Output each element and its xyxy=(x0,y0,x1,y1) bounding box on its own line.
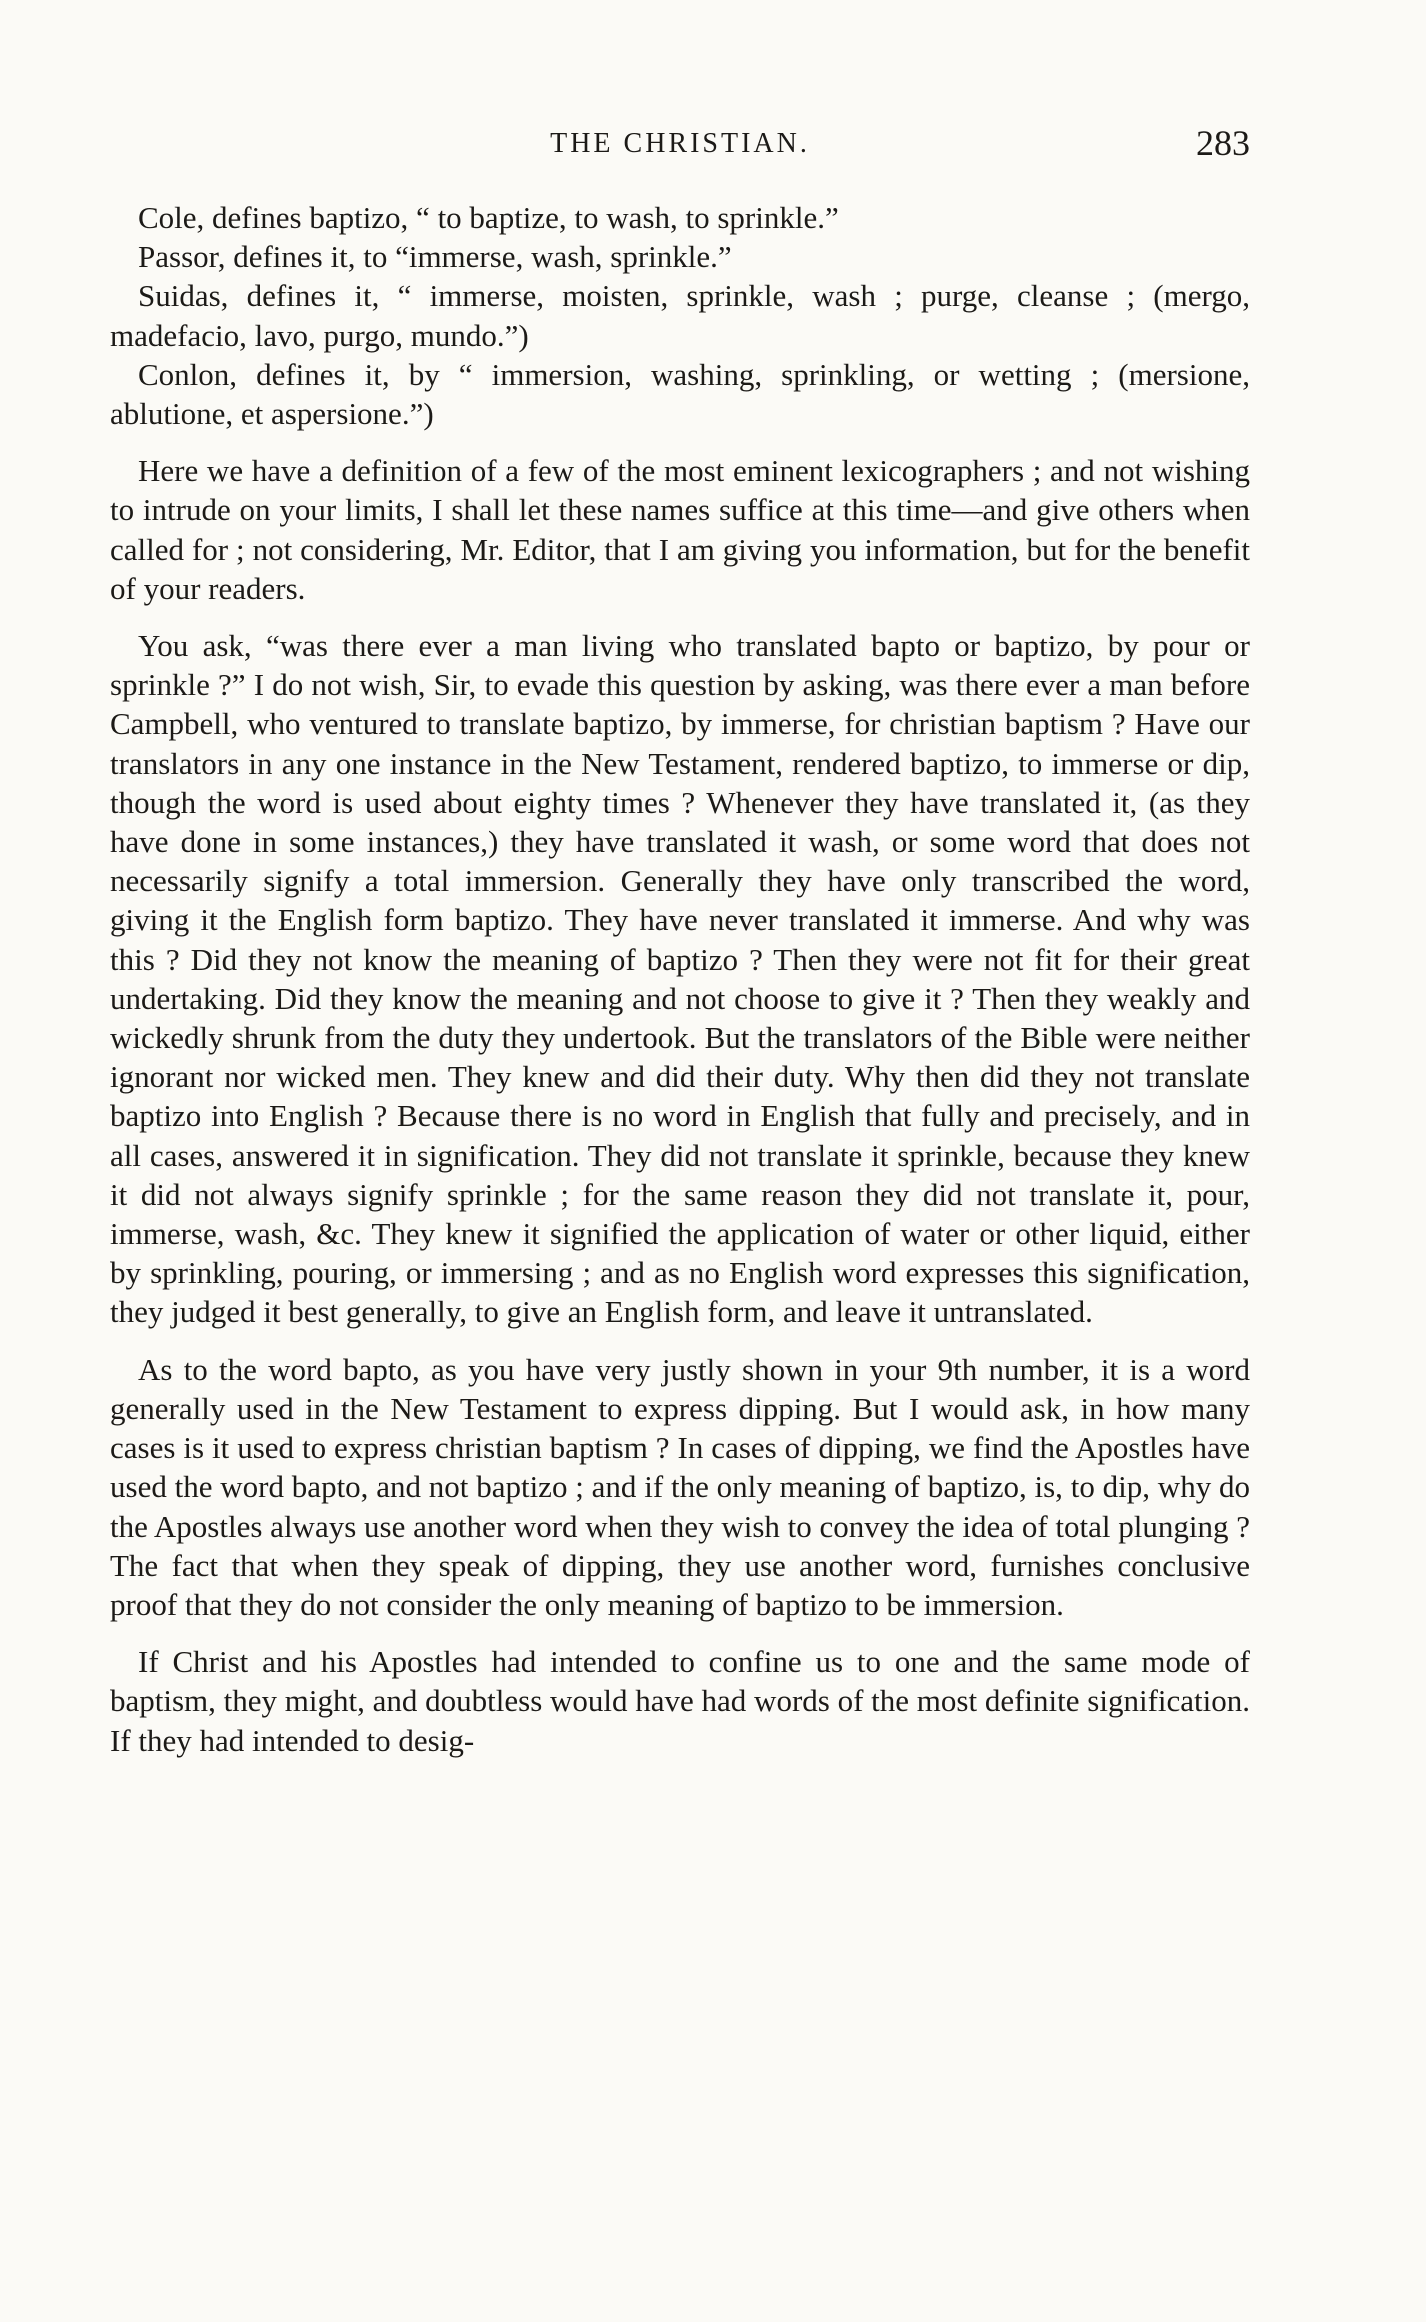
paragraph-mode-of-baptism xyxy=(110,1642,1250,1760)
paragraph-text: If Christ and his Apostles had intended to confine us to one and the same mode of baptism, they might, and doubtless would have had words of the most definite signification. If they had intended to desig- xyxy=(110,1644,1250,1758)
definition-suidas: Suidas, defines it, “ immerse, moisten, sprinkle, wash ; purge, cleanse ; (mergo, madefacio, lavo, purgo, mundo.”) xyxy=(110,278,1250,353)
book-page xyxy=(110,123,1250,1760)
paragraph-text: As to the word bapto, as you have very justly shown in your 9th number, it is a word generally used in the New Testament to express dipping. But I would ask, in how many cases is it used to express christian baptism ? In cases of dipping, we find the Apostles have used the word bapto, and not baptizo ; and if the only meaning of baptizo, is, to dip, why do the Apostles always use another word when they wish to convey the idea of total plunging ? The fact that when they speak of dipping, they use another word, furnishes conclusive proof that they do not consider the only meaning of baptizo to be immersion. xyxy=(110,1351,1250,1622)
definition-cole: Cole, defines baptizo, “ to baptize, to wash, to sprinkle.” xyxy=(138,200,839,235)
running-head: THE CHRISTIAN. xyxy=(550,128,810,159)
definitions-list xyxy=(110,198,1250,433)
paragraph-bapto xyxy=(110,1350,1250,1624)
definition-passor: Passor, defines it, to “immerse, wash, sprinkle.” xyxy=(138,239,732,275)
page-header xyxy=(110,123,1250,188)
paragraph-text: Here we have a definition of a few of the most eminent lexicographers ; and not wishing to intrude on your limits, I shall let these names suffice at this time—and give others when called for ; not considering, Mr. Editor, that I am giving you information, but for the benefit of your readers. xyxy=(110,453,1250,606)
paragraph-text: You ask, “was there ever a man living who translated bapto or baptizo, by pour or sprinkle ?” I do not wish, Sir, to evade this question by asking, was there ever a man before Campbell, who ventured to translate baptizo, by immerse, for christian baptism ? Have our translators in any one instance in the New Testament, rendered baptizo, to immerse or dip, though the word is used about eighty times ? Whenever they have translated it, (as they have done in some instances,) they have translated it wash, or some word that does not necessarily signify a total immersion. Generally they have only transcribed the word, giving it the English form baptizo. They have never translated it immerse. And why was this ? Did they not know the meaning of baptizo ? Then they were not fit for their great undertaking. Did they know the meaning and not choose to give it ? Then they weakly and wickedly shrunk from the duty they undertook. But the translators of the Bible were neither ignorant nor wicked men. They knew and did their duty. Why then did they not translate baptizo into English ? Because there is no word in English that fully and precisely, and in all cases, answered it in signification. They did not translate it sprinkle, because they knew it did not always signify sprinkle ; for the same reason they did not translate it, pour, immerse, wash, &c. They knew it signified the application of water or other liquid, either by sprinkling, pouring, or immersing ; and as no English word expresses this signification, they judged it best generally, to give an English form, and leave it untranslated. xyxy=(110,628,1250,1330)
page-number: 283 xyxy=(1196,123,1250,163)
paragraph-lexicographers xyxy=(110,451,1250,608)
definition-conlon: Conlon, defines it, by “ immersion, washing, sprinkling, or wetting ; (mersione, ablutione, et aspersione.”) xyxy=(110,356,1250,432)
paragraph-translation-question xyxy=(110,626,1250,1332)
